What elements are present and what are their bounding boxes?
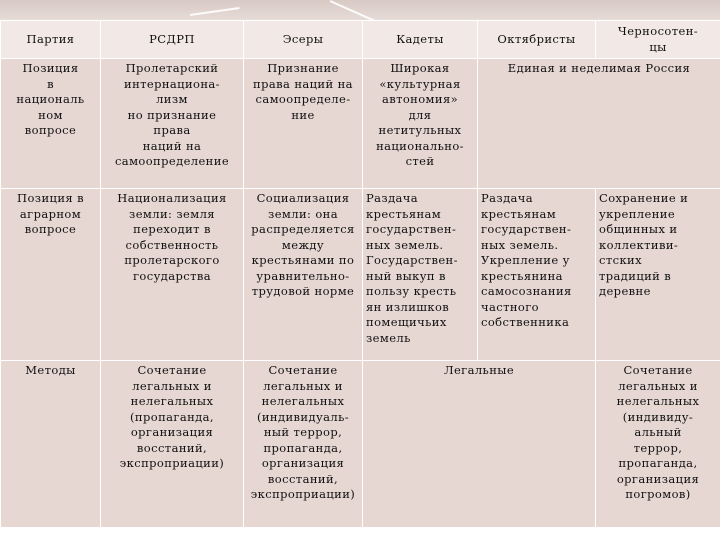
agrarian-kadety: Раздача крестьянам государствен- ных земель. Государствен- ный выкуп в пользу кресть ян излишков помещичьих земель xyxy=(363,189,478,361)
agrarian-esery: Социализация земли: она распределяется между крестьянами по уравнительно- трудовой норме xyxy=(244,189,363,361)
agrarian-chernosotentsy: Сохранение и укрепление общинных и коллективи- стских традиций в деревне xyxy=(596,189,720,361)
methods-chernosotentsy: Сочетание легальных и нелегальных (индивиду- альный террор, пропаганда, организация погромов) xyxy=(596,361,720,528)
national-kadety: Широкая «культурная автономия» для нетитульных национальнo- стей xyxy=(363,59,478,189)
agrarian-oktyabristy: Раздача крестьянам государствен- ных земель. Укрепление у крестьянина самосознания частного собственника xyxy=(478,189,596,361)
row-label-agrarian: Позиция в аграрном вопросе xyxy=(1,189,101,361)
header-oktyabristy: Октябристы xyxy=(478,21,596,59)
methods-esery: Сочетание легальных и нелегальных (индивидуаль- ный террор, пропаганда, организация восстаний, экспроприации) xyxy=(244,361,363,528)
header-kadety: Кадеты xyxy=(363,21,478,59)
header-rsdrp: РСДРП xyxy=(101,21,244,59)
national-oktyabristy-chernosotentsy: Единая и неделимая Россия xyxy=(478,59,720,189)
header-esery: Эсеры xyxy=(244,21,363,59)
table-row-national-question xyxy=(1,59,720,189)
row-label-methods: Методы xyxy=(1,361,101,528)
table-header-row xyxy=(1,21,720,59)
row-label-national: Позиция в националь ном вопросе xyxy=(1,59,101,189)
methods-rsdrp: Сочетание легальных и нелегальных (пропаганда, организация восстаний, экспроприации) xyxy=(101,361,244,528)
national-esery: Признание права наций на самоопределе- ние xyxy=(244,59,363,189)
header-party: Партия xyxy=(1,21,101,59)
table-row-agrarian-question xyxy=(1,189,720,361)
parties-comparison-table xyxy=(0,20,720,528)
agrarian-rsdrp: Национализация земли: земля переходит в собственность пролетарского государства xyxy=(101,189,244,361)
national-rsdrp: Пролетарский интернациона- лизм но признание права наций на самоопределение xyxy=(101,59,244,189)
header-chernosotentsy: Черносотен- цы xyxy=(596,21,720,59)
methods-kadety-oktyabristy: Легальные xyxy=(363,361,596,528)
table-row-methods xyxy=(1,361,720,528)
